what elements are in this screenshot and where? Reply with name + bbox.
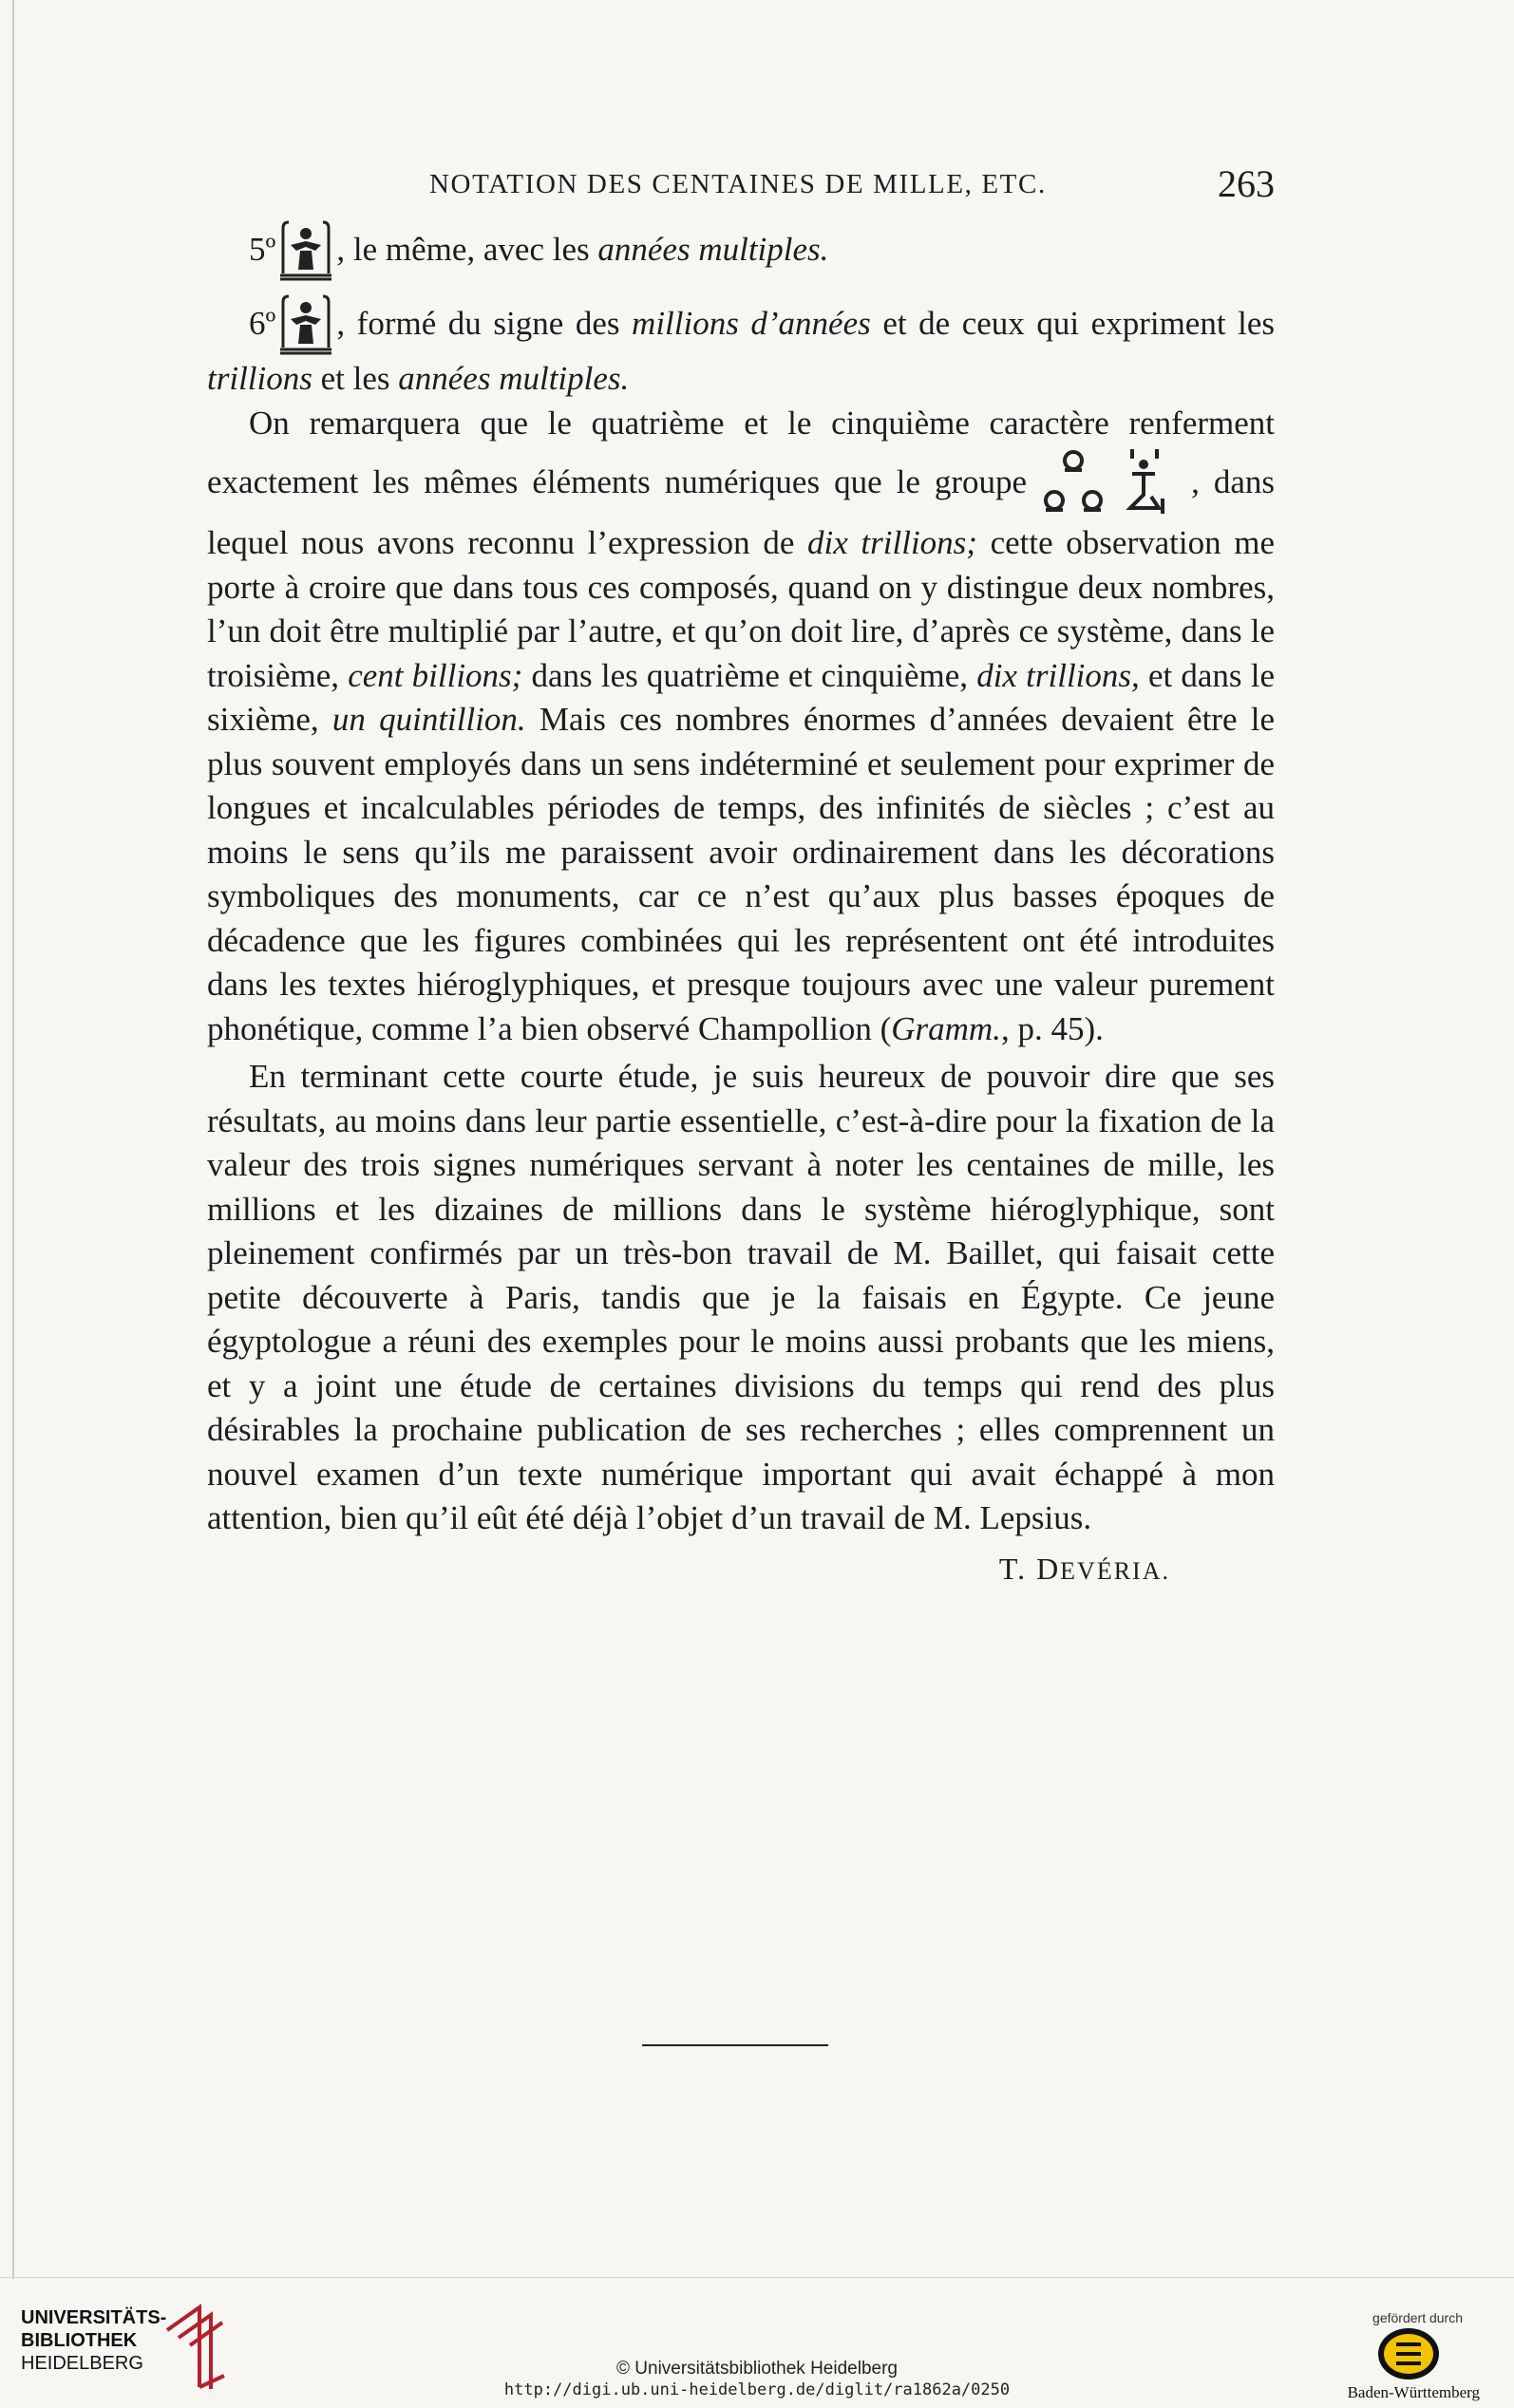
bw-emblem-icon[interactable] bbox=[1375, 2325, 1442, 2382]
p1-text-4: dans les quatrième et cinquième, bbox=[522, 656, 977, 694]
item-5-number: 5º bbox=[249, 231, 276, 268]
funded-by-label: gefördert durch bbox=[1372, 2310, 1463, 2325]
p1-text-5: et dans le sixième, bbox=[207, 656, 1275, 738]
ub-logo-line-3: HEIDELBERG bbox=[21, 2353, 143, 2374]
p1-emphasis-4: un quintillion. bbox=[331, 701, 526, 738]
body-text bbox=[207, 218, 1275, 1590]
hieroglyph-sign-icon bbox=[277, 218, 334, 283]
copyright-notice: © Universitätsbibliothek Heidelberg bbox=[616, 2359, 898, 2379]
item-6-emphasis-2: trillions bbox=[207, 360, 312, 397]
page-edge-line bbox=[12, 0, 14, 2279]
p1-emphasis-1: dix trillions; bbox=[807, 524, 977, 561]
p1-text-3: cette observation me porte à croire que dans tous ces composés, quand on y distingue deux nombres, l’un doit être multiplié par l’autre, et qu’on doit lire, d’après ce système, dans le troisième, bbox=[207, 524, 1276, 694]
item-5-emphasis: années multiples. bbox=[597, 231, 829, 268]
hieroglyph-sign-icon bbox=[277, 292, 334, 357]
p1-emphasis-3: dix trillions, bbox=[976, 656, 1140, 694]
p1-text-1: On remarquera que le quatrième et le cinquième caractère renferment exactement les mêmes éléments numériques que le groupe bbox=[207, 404, 1275, 500]
page-number: 263 bbox=[1218, 162, 1275, 205]
p1-text-2: , dans lequel nous avons reconnu l’expression de bbox=[207, 463, 1276, 561]
item-6-emphasis-3: années multiples. bbox=[398, 360, 630, 397]
item-6-text: , formé du signe des bbox=[336, 305, 633, 342]
running-header bbox=[429, 161, 1275, 209]
signature bbox=[999, 1547, 1170, 1594]
closing-rule bbox=[642, 2044, 828, 2046]
signature-rest: EVÉRIA. bbox=[1060, 1556, 1170, 1585]
item-6 bbox=[207, 292, 1275, 402]
signature-initial: T. D bbox=[998, 1551, 1061, 1586]
item-6-text-2: et de ceux qui expriment les bbox=[870, 305, 1275, 342]
ub-logo-line-1: UNIVERSITÄTS- bbox=[21, 2307, 167, 2328]
hieroglyph-group-icon bbox=[1041, 445, 1185, 521]
item-6-text-3: et les bbox=[312, 360, 399, 397]
paragraph-2: En terminant cette courte étude, je suis heureux de pouvoir dire que ses résultats, au moins dans leur partie essentielle, c’est-à-dire pour la fixation de la valeur des trois signes numériques servant à noter les centaines de mille, les millions et les dizaines de millions dans le système hiéroglyphique, sont pleinement confirmés par un très-bon travail de M. Baillet, qui faisait cette petite découverte à Paris, tandis que je la faisais en Égypte. Ce jeune égyptologue a réuni des exemples pour le moins aussi probants que les miens, et y a joint une étude de certaines divisions du temps qui rend des plus désirables la prochaine publication de ses recherches ; elles comprennent un nouvel examen d’un texte numérique important qui avait échappé à mon attention, bien qu’il eût été déjà l’objet d’un travail de M. Lepsius. bbox=[207, 1058, 1275, 1536]
ub-logo-line-2: BIBLIOTHEK bbox=[21, 2330, 138, 2351]
p1-emphasis-5: Gramm. bbox=[891, 1009, 1001, 1047]
signature-line bbox=[207, 1547, 1275, 1590]
header-title: NOTATION DES CENTAINES DE MILLE, ETC. bbox=[429, 169, 1047, 199]
item-6-number: 6º bbox=[249, 305, 276, 342]
permalink-url[interactable]: http://digi.ub.uni-heidelberg.de/diglit/ra1862a/0250 bbox=[503, 2380, 1011, 2399]
p1-text-7: , p. 45). bbox=[1000, 1009, 1104, 1047]
funder-label: Baden-Württemberg bbox=[1347, 2383, 1480, 2401]
item-6-emphasis-1: millions d’années bbox=[632, 305, 871, 342]
paragraph-1 bbox=[207, 402, 1275, 1052]
p1-emphasis-2: cent billions; bbox=[348, 656, 523, 694]
item-5-text: , le même, avec les bbox=[336, 231, 598, 268]
item-5 bbox=[207, 218, 1275, 283]
p1-text-6: Mais ces nombres énormes d’années devaient être le plus souvent employés dans un sens indéterminé et seulement pour exprimer de longues et incalculables périodes de temps, des infinités de siècles ; c’est au moins le sens qu’ils me paraissent avoir ordinairement dans les décorations symboliques des monuments, car ce n’est qu’aux plus basses époques de décadence que les figures combinées qui les représentent ont été introduites dans les textes hiéroglyphiques, et presque toujours avec une valeur purement phonétique, comme l’a bien observé Champollion ( bbox=[207, 701, 1275, 1047]
footer-divider bbox=[0, 2277, 1514, 2278]
